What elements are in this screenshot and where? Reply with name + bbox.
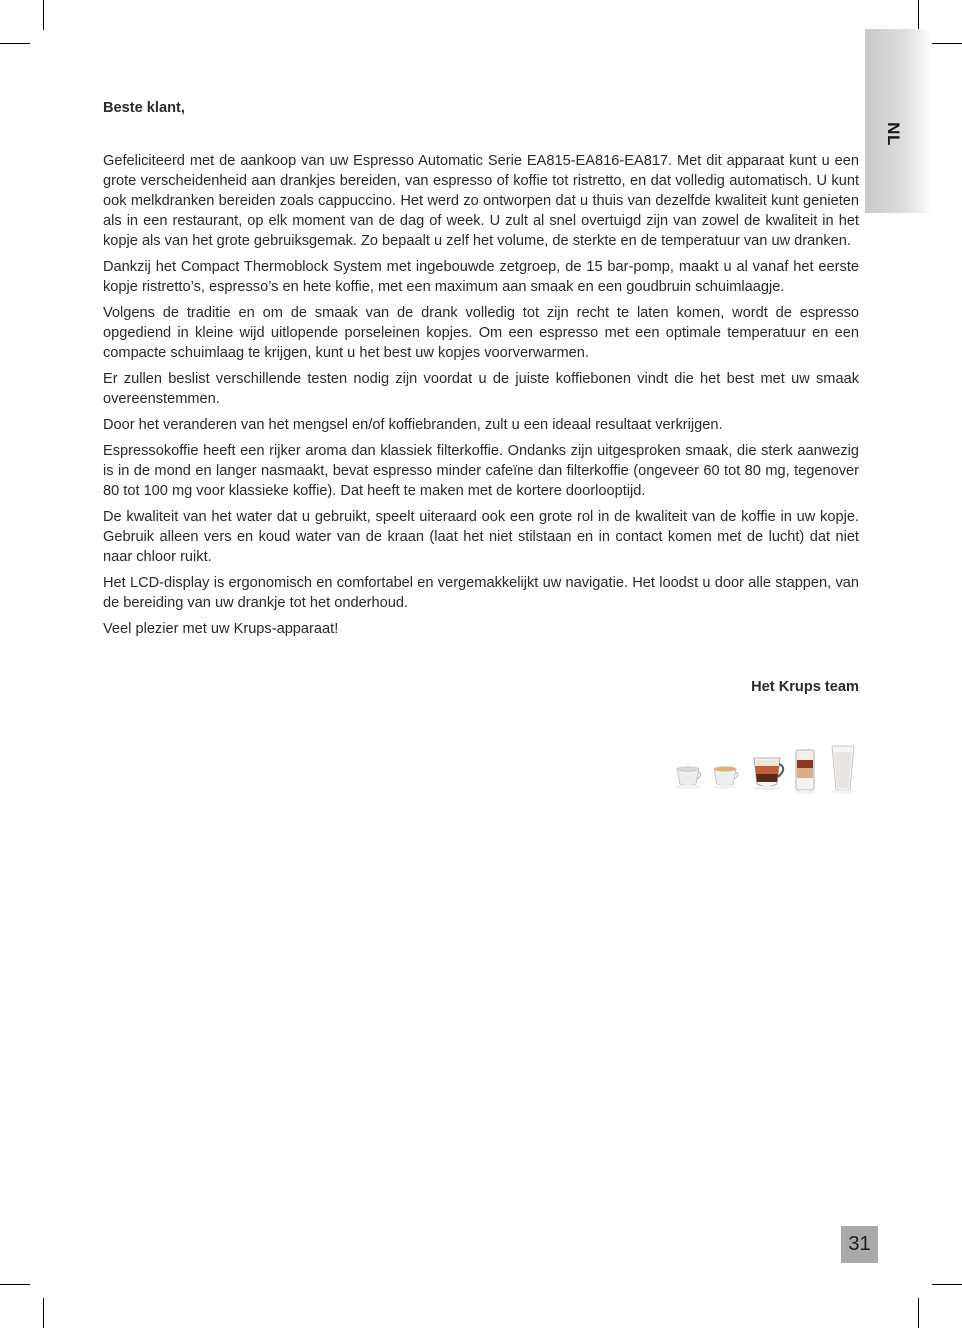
letter-greeting: Beste klant, [103,100,185,116]
ristretto-cup-icon [713,767,738,789]
latte-glass-cup-icon [754,758,783,790]
paragraph-lcd: Het LCD-display is ergonomisch en comfortabel en vergemakkelijkt uw navigatie. Het loodst u door alle stappen, van de bereiding van uw drankje tot het onderhoud. [103,575,859,611]
crop-mark-top-right-vertical [918,0,919,30]
crop-mark-bottom-right-vertical [918,1298,919,1328]
crop-mark-top-left-vertical [43,0,44,30]
paragraph-tradition: Volgens de traditie en om de smaak van de drank volledig tot zijn recht te laten komen, wordt de espresso opgediend in kleine wijd uitlopende porseleinen kopjes. Om een espresso met een optimale temperatuur en een compacte schuimlaag te krijgen, kunt u het best uw kopjes voorverwarmen. [103,305,859,361]
crop-mark-top-left-horizontal [0,43,30,44]
crop-mark-bottom-left-horizontal [0,1284,30,1285]
crop-mark-bottom-right-horizontal [932,1284,962,1285]
crop-mark-bottom-left-vertical [43,1298,44,1328]
language-tab [865,29,931,213]
espresso-cup-icon [676,767,701,789]
letter-body [103,98,859,697]
paragraph-aroma: Espressokoffie heeft een rijker aroma dan klassiek filterkoffie. Ondanks zijn uitgesproken smaak, die sterk aanwezig is in de mond en langer nasmaakt, bevat espresso minder cafeïne dan filterkoffie (ongeveer 60 tot 80 mg, tegenover 80 tot 100 mg voor klassieke koffie). Dat heeft te maken met de kortere doorlooptijd. [103,443,859,499]
paragraph-intro: Gefeliciteerd met de aankoop van uw Espresso Automatic Serie EA815-EA816-EA817. Met dit apparaat kunt u een grote verscheidenheid aan drankjes bereiden, van espresso of koffie tot ristretto, en dat volledig automatisch. U kunt ook melkdranken bereiden zoals cappuccino. Het werd zo ontworpen dat u thuis van dezelfde kwaliteit kunt genieten als in een restaurant, op elk moment van de dag of week. U zult al snel overtuigd zijn van zowel de kwaliteit in het kopje als van het grote gebruiksgemak. Zo bepaalt u zelf het volume, de sterkte en de temperatuur van uw dranken. [103,153,859,249]
letter-signature: Het Krups team [751,679,859,695]
language-tab-label: NL [884,122,903,146]
paragraph-thermoblock: Dankzij het Compact Thermoblock System met ingebouwde zetgroep, de 15 bar-pomp, maakt u al vanaf het eerste kopje ristretto’s, espresso’s en hete koffie, met een maximum aan smaak en een goudbruin schuimlaagje. [103,259,859,295]
paragraph-blend: Door het veranderen van het mengsel en/of koffiebranden, zult u een ideaal resultaat verkrijgen. [103,417,723,433]
milk-glass-icon [832,746,854,794]
latte-macchiato-glass-icon [794,750,816,794]
coffee-cups-illustration [672,744,862,806]
page-number: 31 [841,1226,878,1263]
paragraph-tests: Er zullen beslist verschillende testen nodig zijn voordat u de juiste koffiebonen vindt die het best met uw smaak overeenstemmen. [103,371,859,407]
paragraph-water: De kwaliteit van het water dat u gebruikt, speelt uiteraard ook een grote rol in de kwaliteit van de koffie in uw kopje. Gebruik alleen vers en koud water van de kraan (laat het niet stilstaan en in contact komen met de lucht) dat niet naar chloor ruikt. [103,509,859,565]
crop-mark-top-right-horizontal [932,43,962,44]
paragraph-closing: Veel plezier met uw Krups-apparaat! [103,621,339,637]
